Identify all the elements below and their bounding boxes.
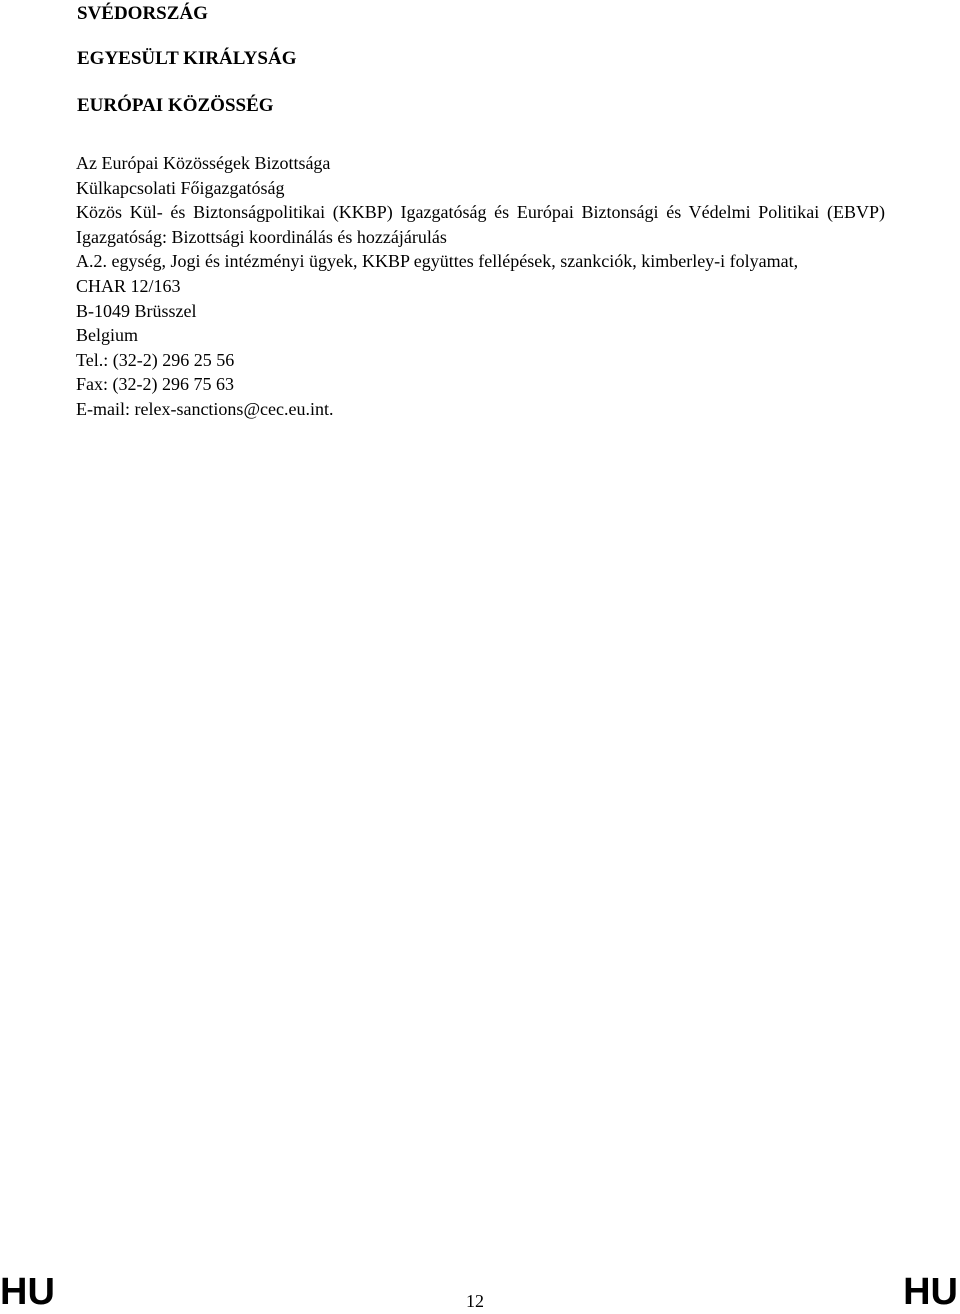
heading-european-community: EURÓPAI KÖZÖSSÉG [77,95,274,116]
address-line-phone: Tel.: (32-2) 296 25 56 [76,349,235,370]
address-line-country: Belgium [76,325,138,346]
footer-language-code-left: HU [0,1271,55,1313]
footer-language-code-right: HU [903,1271,958,1313]
heading-united-kingdom: EGYESÜLT KIRÁLYSÁG [77,48,297,69]
address-line-office: CHAR 12/163 [76,275,181,296]
address-line-city: B-1049 Brüsszel [76,300,197,321]
address-line-unit: A.2. egység, Jogi és intézményi ügyek, KKBP együttes fellépések, szankciók, kimberley-i folyamat, [76,251,799,272]
address-line-fax: Fax: (32-2) 296 75 63 [76,374,234,395]
heading-sweden: SVÉDORSZÁG [77,3,208,24]
address-line-email: E-mail: relex-sanctions@cec.eu.int. [76,398,334,419]
page-number: 12 [466,1291,484,1311]
address-block [76,151,885,422]
address-line-directorate-general: Külkapcsolati Főigazgatóság [76,177,285,198]
address-line-directorate: Közös Kül- és Biztonságpolitikai (KKBP) Igazgatóság és Európai Biztonsági és Védelmi Politikai (EBVP) Igazgatóság: Bizottsági koordinálás és hozzájárulás [76,202,885,247]
address-line-commission: Az Európai Közösségek Bizottsága [76,153,331,173]
